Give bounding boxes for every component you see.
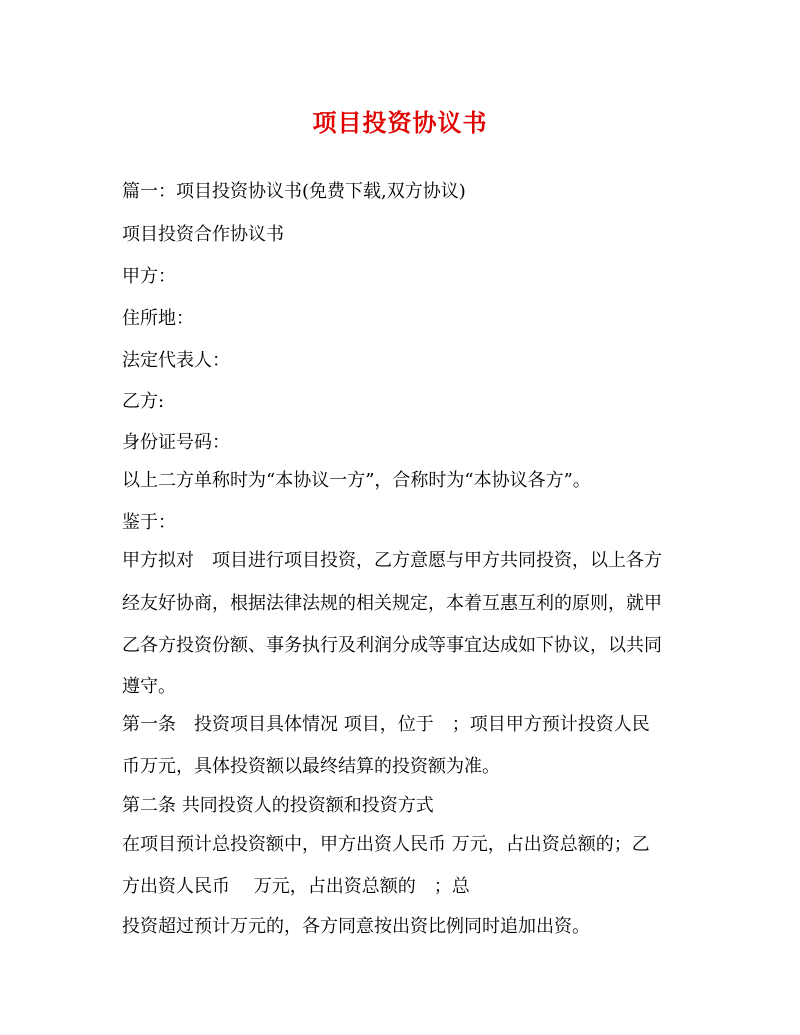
paragraph-line: 项目投资合作协议书 <box>122 224 284 245</box>
paragraph-line: 甲方： <box>122 266 176 287</box>
paragraph-line: 乙各方投资份额、事务执行及利润分成等事宜达成如下协议，以共同 <box>122 635 662 656</box>
paragraph-line: 篇一：项目投资协议书(免费下载,双方协议) <box>122 181 466 202</box>
paragraph-line: 经友好协商，根据法律法规的相关规定，本着互惠互利的原则，就甲 <box>122 593 662 614</box>
paragraph-line: 方出资人民币 万元，占出资总额的 ；总 <box>122 876 470 897</box>
paragraph-line: 遵守。 <box>122 676 176 697</box>
paragraph-line: 甲方拟对 项目进行项目投资，乙方意愿与甲方共同投资，以上各方 <box>122 550 662 571</box>
paragraph-line: 乙方: <box>122 391 165 412</box>
paragraph-line: 第一条 投资项目具体情况 项目，位于 ；项目甲方预计投资人民 <box>122 714 650 735</box>
paragraph-line: 投资超过预计万元的，各方同意按出资比例同时追加出资。 <box>122 916 590 937</box>
paragraph-line: 鉴于： <box>122 512 176 533</box>
paragraph-line: 第二条 共同投资人的投资额和投资方式 <box>122 795 434 816</box>
paragraph-line: 以上二方单称时为“本协议一方”，合称时为“本协议各方”。 <box>122 470 591 491</box>
paragraph-line: 在项目预计总投资额中，甲方出资人民币 万元，占出资总额的；乙 <box>122 834 650 855</box>
document-title: 项目投资协议书 <box>312 108 488 137</box>
paragraph-line: 身份证号码： <box>122 432 230 453</box>
paragraph-line: 法定代表人： <box>122 350 230 371</box>
paragraph-line: 币万元，具体投资额以最终结算的投资额为准。 <box>122 756 500 777</box>
paragraph-line: 住所地： <box>122 308 194 329</box>
